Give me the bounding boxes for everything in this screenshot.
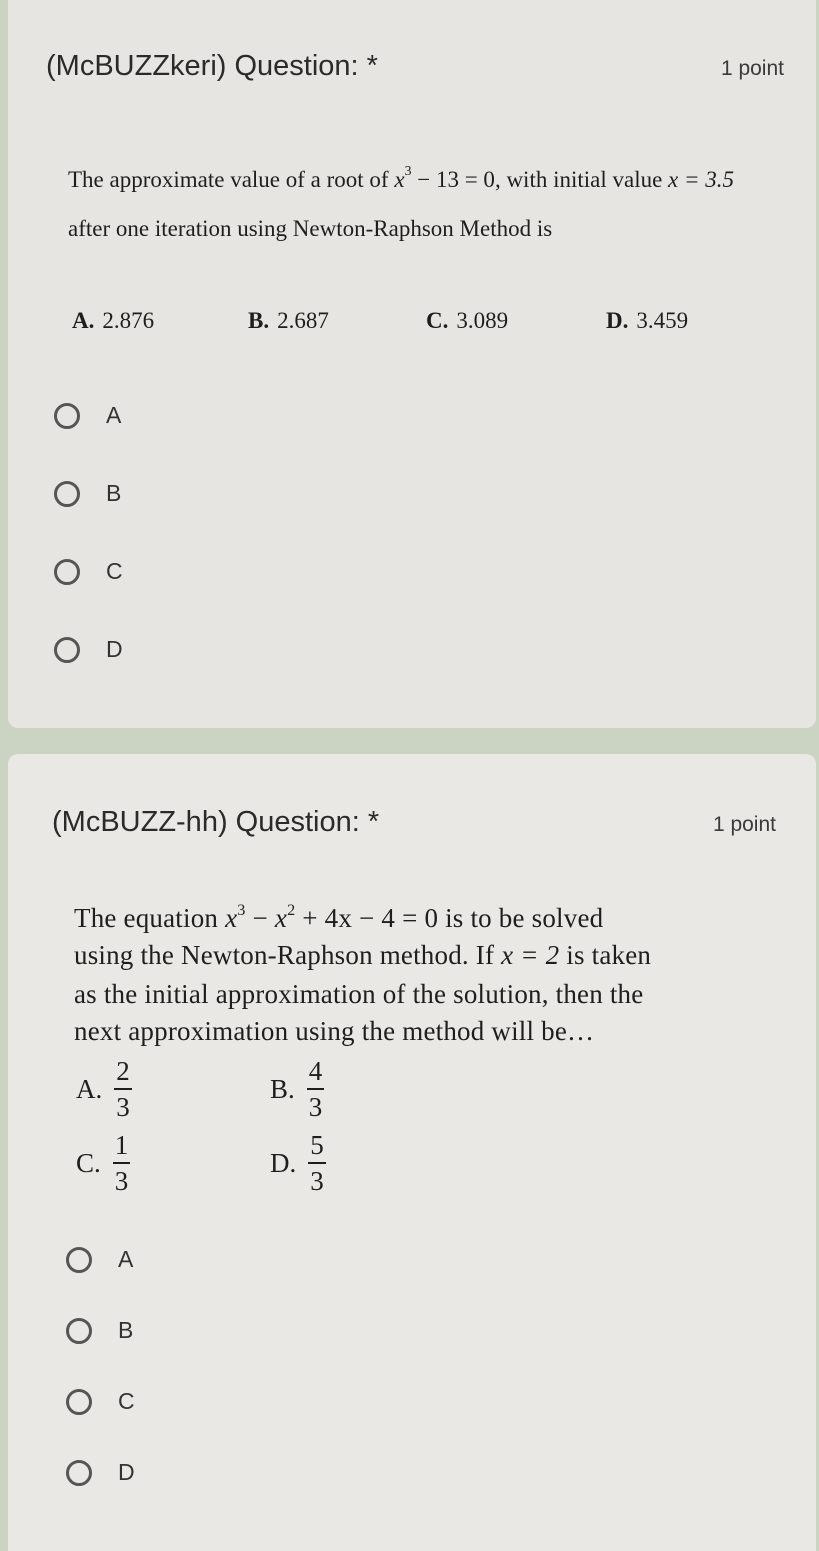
radio-choice-b[interactable]	[66, 1317, 133, 1344]
equation-variable: x	[274, 903, 288, 933]
question-title	[46, 50, 378, 83]
question-text-line-2	[74, 937, 651, 974]
equation-rest: + 4x − 4 = 0	[295, 903, 439, 933]
option-value: 2.876	[102, 308, 155, 333]
equation-exponent: 3	[237, 901, 246, 919]
answer-option-c	[76, 1130, 130, 1196]
question-text: The equation	[74, 903, 226, 933]
points-label: 1 point	[712, 813, 776, 836]
fraction-numerator: 4	[307, 1056, 325, 1090]
equation-exponent: 2	[287, 901, 296, 919]
fraction-denominator: 3	[308, 1092, 323, 1122]
fraction-numerator: 1	[113, 1130, 131, 1164]
radio-button[interactable]	[54, 559, 80, 585]
initial-value: x = 2	[501, 940, 560, 970]
equation-exponent: 3	[404, 163, 412, 178]
answer-option-d	[606, 308, 688, 334]
option-letter: A.	[76, 1073, 103, 1104]
radio-choice-d[interactable]	[54, 636, 123, 663]
answer-option-d	[270, 1130, 326, 1196]
option-letter: C.	[426, 308, 449, 333]
option-fraction	[307, 1056, 325, 1122]
equation-variable: x	[225, 903, 238, 933]
question-card-2	[8, 754, 816, 1551]
question-card-1	[8, 0, 816, 728]
answer-option-b	[248, 308, 329, 334]
radio-label: D	[106, 636, 123, 662]
radio-button[interactable]	[66, 1460, 92, 1486]
option-letter: B.	[248, 308, 270, 333]
required-mark: *	[367, 806, 380, 838]
equation-operator: −	[245, 903, 275, 933]
radio-label: C	[106, 558, 123, 584]
fraction-denominator: 3	[114, 1166, 129, 1196]
option-letter: D.	[606, 308, 629, 333]
option-value: 2.687	[277, 308, 329, 333]
question-text-line-4: next approximation using the method will be…	[74, 1016, 595, 1046]
question-text-line-1	[74, 900, 603, 937]
option-letter: B.	[270, 1073, 295, 1104]
question-text: is taken	[559, 940, 652, 970]
question-text-line-2: after one iteration using Newton-Raphson Method is	[68, 216, 553, 241]
answer-option-b	[270, 1056, 324, 1122]
option-fraction	[113, 1130, 131, 1196]
required-mark: *	[366, 50, 378, 82]
question-text: using the Newton-Raphson method. If	[74, 940, 502, 970]
radio-choice-c[interactable]	[54, 558, 123, 585]
radio-label: A	[118, 1246, 134, 1272]
radio-choice-a[interactable]	[66, 1246, 133, 1273]
radio-button[interactable]	[54, 481, 80, 507]
option-letter: C.	[76, 1147, 101, 1178]
initial-value: x = 3.5	[668, 167, 735, 192]
radio-label: C	[118, 1388, 135, 1414]
answer-option-a	[72, 308, 154, 334]
radio-button[interactable]	[66, 1318, 92, 1344]
question-title-text: (McBUZZkeri) Question:	[46, 50, 359, 82]
fraction-denominator: 3	[310, 1166, 324, 1196]
points-label: 1 point	[720, 57, 784, 80]
option-fraction	[114, 1056, 132, 1122]
question-text-line-3: as the initial approximation of the solution, then the	[74, 979, 644, 1009]
radio-button[interactable]	[54, 403, 80, 429]
radio-choice-a[interactable]	[54, 402, 121, 429]
equation-variable: x	[394, 167, 405, 192]
option-value: 3.459	[636, 308, 689, 333]
question-text: is to be solved	[438, 903, 604, 933]
fraction-numerator: 5	[308, 1130, 326, 1164]
question-text-line-1	[68, 163, 735, 194]
answer-option-c	[426, 308, 508, 334]
radio-button[interactable]	[66, 1389, 92, 1415]
option-value: 3.089	[456, 308, 509, 333]
option-letter: D.	[270, 1147, 297, 1178]
fraction-denominator: 3	[116, 1092, 130, 1122]
radio-choice-c[interactable]	[66, 1388, 135, 1415]
option-letter: A.	[72, 308, 95, 333]
radio-button[interactable]	[54, 637, 80, 663]
question-title-text: (McBUZZ-hh) Question:	[52, 806, 360, 838]
fraction-numerator: 2	[114, 1056, 132, 1090]
radio-label: B	[106, 480, 122, 506]
radio-button[interactable]	[66, 1247, 92, 1273]
radio-label: B	[118, 1317, 134, 1343]
question-title	[52, 806, 379, 839]
option-fraction	[308, 1130, 326, 1196]
radio-label: D	[118, 1459, 135, 1485]
answer-option-a	[76, 1056, 132, 1122]
radio-choice-d[interactable]	[66, 1459, 135, 1486]
radio-choice-b[interactable]	[54, 480, 121, 507]
radio-label: A	[106, 402, 122, 428]
question-text: The approximate value of a root of	[68, 167, 395, 192]
question-text: , with initial value	[494, 167, 669, 192]
equation-rest: − 13 = 0	[411, 167, 495, 192]
